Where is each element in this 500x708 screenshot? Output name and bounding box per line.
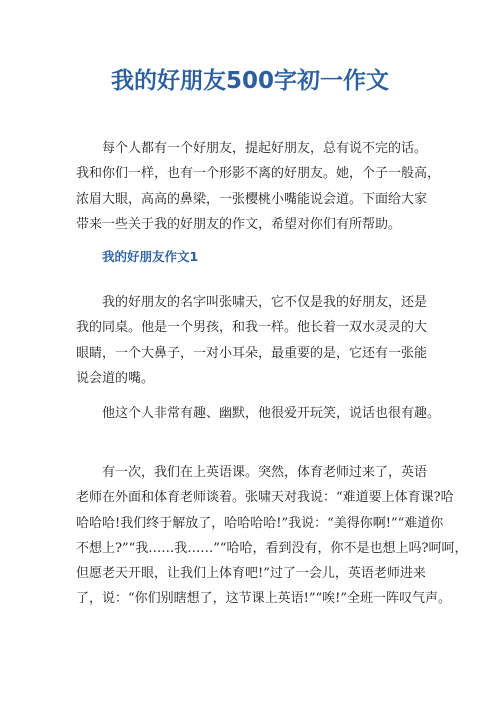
paragraph-line: 我和你们一样，也有一个形影不离的好朋友。她，个子一般高，	[76, 166, 441, 182]
paragraph-line: 浓眉大眼，高高的鼻梁，一张樱桃小嘴能说会道。下面给大家	[76, 191, 428, 207]
section-heading: 我的好朋友作文1	[102, 249, 199, 264]
paragraph-line: 了，说：“你们别瞎想了，这节课上英语!”“唉!”全班一阵叹气声。	[76, 591, 452, 607]
paragraph-line: 不想上?”“我……我……”“哈哈，看到没有，你不是也想上吗?呵呵，	[76, 540, 468, 556]
paragraph-line: 哈哈哈!我们终于解放了，哈哈哈哈!”我说：“美得你啊!”“难道你	[76, 515, 444, 531]
body-paragraph-2	[76, 401, 441, 426]
paragraph-line: 说会道的嘴。	[76, 370, 155, 386]
paragraph-line: 但愿老天开眼，让我们上体育吧!”过了一会儿，英语老师进来	[76, 566, 426, 582]
paragraph-line: 我的同桌。他是一个男孩，和我一样。他长着一双水灵灵的大	[76, 320, 428, 336]
paragraph-line: 老师在外面和体育老师谈着。张啸天对我说：“难道要上体育课?哈	[76, 490, 454, 506]
intro-paragraph	[76, 136, 441, 237]
body-paragraph-3	[76, 460, 468, 612]
paragraph-line: 有一次，我们在上英语课。突然，体育老师过来了，英语	[102, 465, 428, 480]
body-paragraph-1	[76, 290, 436, 391]
paragraph-line: 他这个人非常有趣、幽默，他很爱开玩笑，说话也很有趣。	[102, 406, 441, 421]
paragraph-line: 带来一些关于我的好朋友的作文，希望对你们有所帮助。	[76, 216, 402, 232]
paragraph-line: 我的好朋友的名字叫张啸天，它不仅是我的好朋友，还是	[102, 295, 428, 310]
paragraph-line: 眼睛，一个大鼻子，一对小耳朵，最重要的是，它还有一张能	[76, 345, 428, 361]
page-title: 我的好朋友500字初一作文	[110, 68, 389, 94]
paragraph-line: 每个人都有一个好朋友，提起好朋友，总有说不完的话。	[102, 141, 428, 156]
